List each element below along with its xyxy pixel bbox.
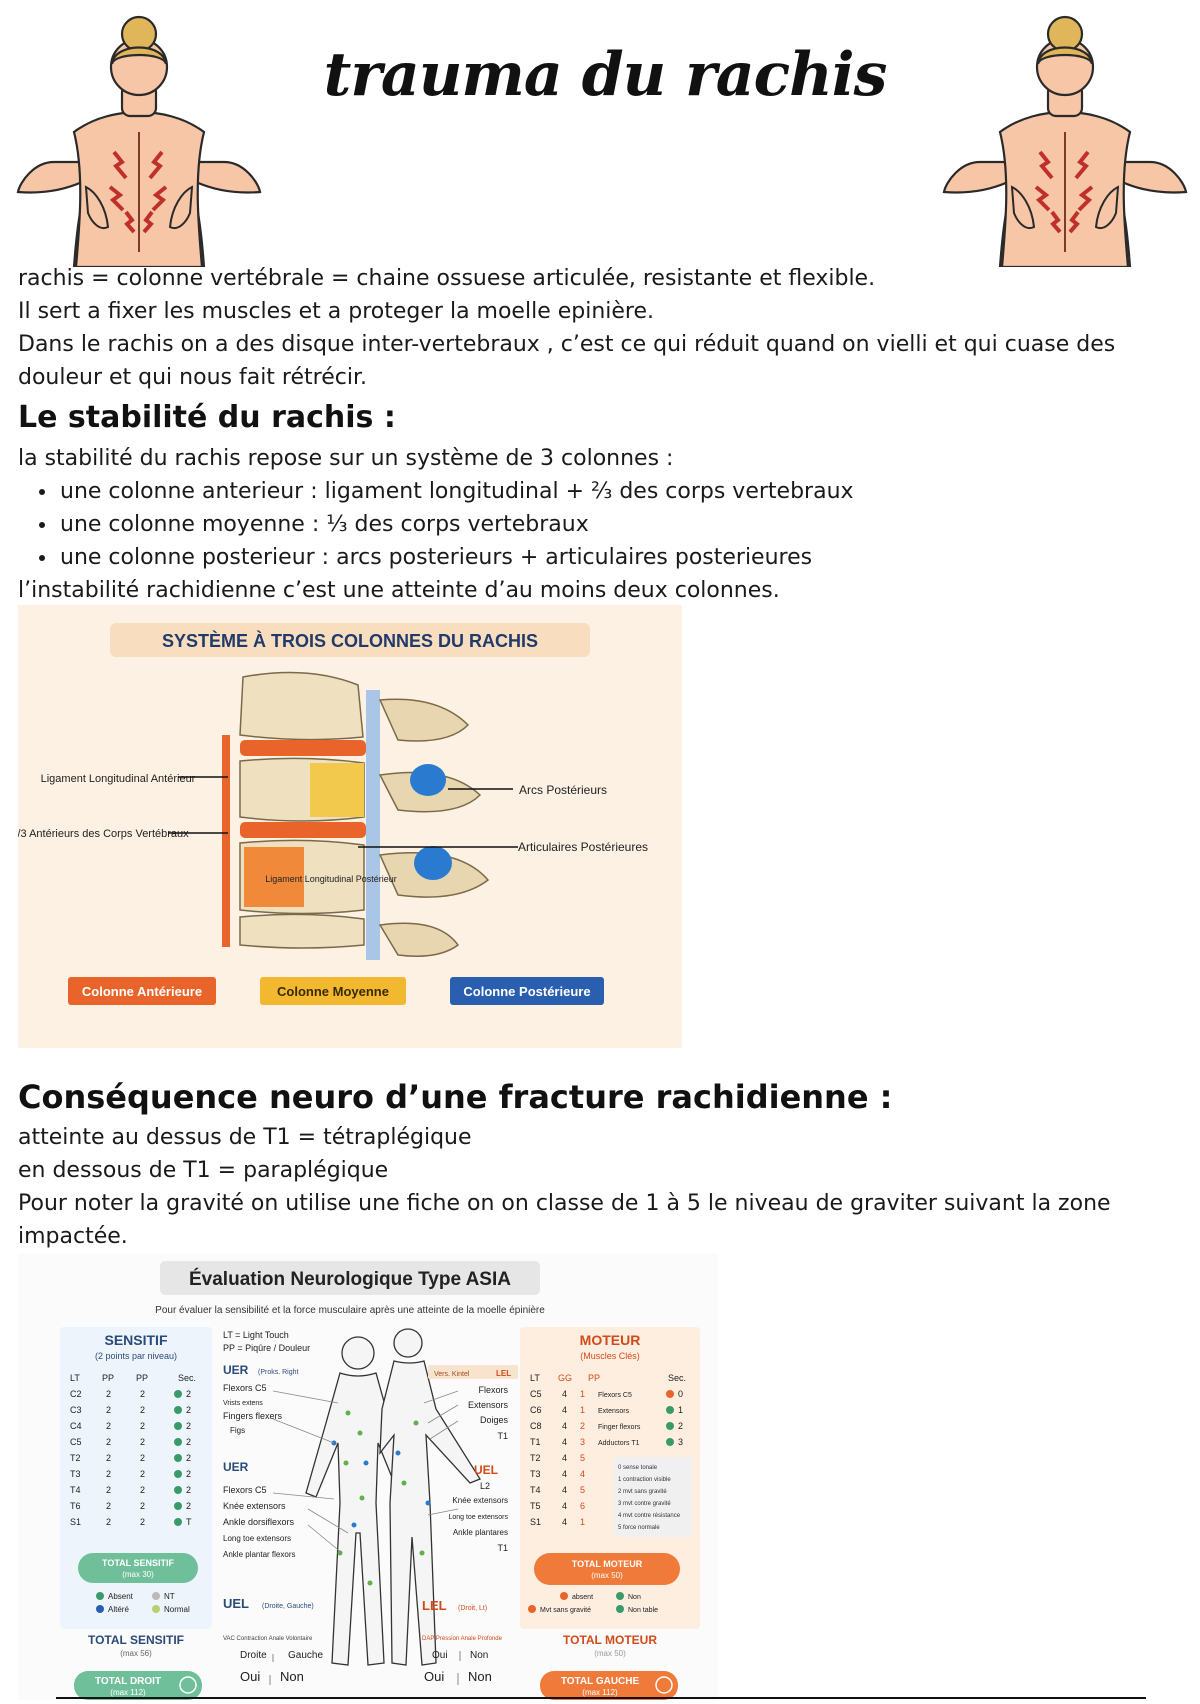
column-header: Sec. <box>178 1373 197 1383</box>
total-moteur-pill <box>534 1553 680 1585</box>
legend-dot-icon <box>152 1605 160 1613</box>
table-cell: 2 <box>140 1469 146 1479</box>
column-header: PP <box>102 1373 115 1383</box>
asia-subtitle: Pour évaluer la sensibilité et la force musculaire après une atteinte de la moelle épinière <box>155 1305 545 1316</box>
legend-label: absent <box>572 1594 594 1601</box>
muscle-label: Doiges <box>479 1415 508 1425</box>
droite-option: Droite <box>240 1650 267 1661</box>
scale-item: 2 mvt sans gravité <box>618 1489 667 1495</box>
section-heading-stabilite: Le stabilité du rachis : <box>18 400 396 435</box>
label-deux-tiers: 2/3 Antérieurs des Corps Vertébraux <box>18 828 189 840</box>
legend-label: Normal <box>164 1605 190 1614</box>
column-header: LT <box>70 1373 80 1383</box>
table-cell: T2 <box>530 1453 541 1463</box>
pill-label: TOTAL GAUCHE <box>560 1676 640 1687</box>
muscle-label: Ankle plantar flexors <box>223 1550 296 1559</box>
uer-label: UER <box>223 1363 249 1377</box>
table-cell: 6 <box>580 1501 586 1511</box>
list-item: • une colonne anterieur : ligament longitudinal + ⅔ des corps vertebraux <box>58 475 854 508</box>
table-cell: 1 <box>580 1405 586 1415</box>
legend-dot-icon <box>616 1605 624 1613</box>
table-cell: 4 <box>562 1517 568 1527</box>
status-dot-icon <box>666 1438 674 1446</box>
table-cell: 2 <box>106 1453 112 1463</box>
table-cell: 1 <box>580 1389 586 1399</box>
section1-conclusion: l’instabilité rachidienne c’est une atteinte d’au moins deux colonnes. <box>18 578 780 603</box>
muscle-label: Vrists extens <box>223 1400 263 1407</box>
table-cell: 2 <box>140 1421 146 1431</box>
back-pain-illustration-left <box>14 12 264 267</box>
table-cell: 2 <box>186 1389 192 1399</box>
legend-label: Absent <box>108 1592 133 1601</box>
muscle-label: Long toe extensors <box>448 1514 508 1521</box>
list-item: • une colonne posterieur : arcs posterieurs + articulaires posterieures <box>58 541 854 574</box>
status-dot-icon <box>174 1390 182 1398</box>
legend-dot-icon <box>152 1592 160 1600</box>
muscle-label: Ankle plantares <box>452 1528 508 1537</box>
status-dot-icon <box>174 1438 182 1446</box>
table-cell: 1 <box>580 1517 586 1527</box>
table-cell: 2 <box>140 1517 146 1527</box>
table-cell: 5 <box>580 1485 586 1495</box>
table-cell: 2 <box>106 1389 112 1399</box>
label-ligament-anterieur: Ligament Longitudinal Antérieur <box>40 773 196 785</box>
legend-label: NT <box>164 1592 175 1601</box>
uer-sublabel: (Proks. Right <box>258 1369 299 1376</box>
table-cell: C3 <box>70 1405 82 1415</box>
table-cell: Finger flexors <box>598 1424 641 1431</box>
table-cell: C4 <box>70 1421 82 1431</box>
table-cell: 2 <box>140 1437 146 1447</box>
label-arcs-posterieurs: Arcs Postérieurs <box>518 783 608 797</box>
legend-label: Colonne Antérieure <box>81 984 203 999</box>
pill-sublabel: (max 50) <box>591 1571 623 1580</box>
legend-dot-icon <box>560 1592 568 1600</box>
muscle-label: Flexors C5 <box>223 1383 267 1393</box>
table-cell: 0 <box>678 1389 684 1399</box>
section1-lead: la stabilité du rachis repose sur un système de 3 colonnes : <box>18 446 674 471</box>
column-header: PP <box>588 1373 601 1383</box>
table-cell: 2 <box>186 1469 192 1479</box>
oui-option: Oui <box>424 1669 445 1684</box>
table-cell: 2 <box>140 1501 146 1511</box>
pp-definition: PP = Piqûre / Douleur <box>223 1343 311 1353</box>
table-cell: 2 <box>140 1389 146 1399</box>
lel-label: LEL <box>422 1598 447 1613</box>
uer-label: UER <box>223 1460 249 1474</box>
table-cell: T3 <box>530 1469 541 1479</box>
legend-label: Altéré <box>108 1605 129 1614</box>
divider <box>270 1654 273 1685</box>
section2-line-1: atteinte au dessus de T1 = tétraplégique <box>18 1125 472 1150</box>
muscle-label: T1 <box>497 1543 508 1553</box>
right-top-label: Vers. Kintel <box>434 1371 470 1378</box>
table-cell: 3 <box>580 1437 586 1447</box>
table-cell: T <box>186 1517 192 1527</box>
moteur-subtitle: (Muscles Clés) <box>580 1351 640 1361</box>
table-cell: 4 <box>562 1501 568 1511</box>
sensitif-subtitle: (2 points par niveau) <box>94 1351 178 1361</box>
oui-option: Oui <box>432 1650 448 1661</box>
muscle-label: T1 <box>497 1431 508 1441</box>
section-heading-consequence: Conséquence neuro d’une fracture rachidienne : <box>18 1078 893 1116</box>
status-dot-icon <box>174 1502 182 1510</box>
page-title: trauma du rachis <box>323 40 887 110</box>
status-dot-icon <box>174 1470 182 1478</box>
column-header: LT <box>530 1373 540 1383</box>
total-sensitif-max: (max 56) <box>120 1649 152 1658</box>
muscle-label: Figs <box>230 1426 246 1435</box>
legend-label: Colonne Moyenne <box>277 984 389 999</box>
table-cell: C5 <box>70 1437 82 1447</box>
table-cell: 4 <box>562 1405 568 1415</box>
status-dot-icon <box>174 1518 182 1526</box>
pill-sublabel: (max 112) <box>582 1688 618 1697</box>
moteur-title: MOTEUR <box>579 1332 641 1348</box>
lel-short-label: LEL <box>496 1369 512 1378</box>
label-ligament-posterieur: Ligament Longitudinal Postérieur <box>265 874 397 884</box>
table-cell: 2 <box>106 1405 112 1415</box>
back-pain-illustration-right <box>940 12 1190 267</box>
non-option: Non <box>280 1669 304 1684</box>
table-cell: T4 <box>70 1485 81 1495</box>
table-cell: 2 <box>186 1421 192 1431</box>
l2-label: L2 <box>480 1481 491 1491</box>
muscle-label: Flexors C5 <box>223 1485 267 1495</box>
table-cell: 2 <box>186 1437 192 1447</box>
table-cell: T5 <box>530 1501 541 1511</box>
pill-sublabel: (max 112) <box>110 1688 146 1697</box>
table-cell: 4 <box>562 1389 568 1399</box>
table-cell: Flexors C5 <box>598 1392 632 1399</box>
non-option: Non <box>468 1669 492 1684</box>
divider <box>458 1651 460 1685</box>
muscle-label: Fingers flexers <box>223 1411 283 1421</box>
uel-label: UEL <box>474 1463 498 1477</box>
table-cell: 2 <box>186 1485 192 1495</box>
table-cell: 2 <box>580 1421 586 1431</box>
status-dot-icon <box>666 1390 674 1398</box>
pill-label: TOTAL MOTEUR <box>571 1559 643 1569</box>
pill-label: TOTAL SENSITIF <box>101 1558 175 1568</box>
scale-item: 0 sense tonale <box>618 1465 658 1471</box>
pill-label: TOTAL DROIT <box>94 1676 162 1687</box>
column-header: GG <box>558 1373 573 1383</box>
table-cell: 4 <box>562 1421 568 1431</box>
table-cell: 2 <box>106 1469 112 1479</box>
table-cell: 1 <box>678 1405 684 1415</box>
table-cell: 4 <box>562 1469 568 1479</box>
table-cell: Adductors T1 <box>598 1440 640 1447</box>
table-cell: 2 <box>106 1485 112 1495</box>
muscle-label: Long toe extensors <box>223 1534 292 1543</box>
asia-title: Évaluation Neurologique Type ASIA <box>189 1269 511 1290</box>
table-cell: S1 <box>530 1517 542 1527</box>
table-cell: 4 <box>562 1485 568 1495</box>
sensitif-title: SENSITIF <box>104 1332 168 1348</box>
muscle-label: Knée extensors <box>223 1501 286 1511</box>
table-cell: 2 <box>140 1453 146 1463</box>
legend-label: Mvt sans gravité <box>540 1607 591 1614</box>
muscle-label: Knée extensors <box>452 1496 508 1505</box>
status-dot-icon <box>174 1454 182 1462</box>
table-cell: T2 <box>70 1453 81 1463</box>
status-dot-icon <box>174 1486 182 1494</box>
table-cell: T1 <box>530 1437 541 1447</box>
dap-label: DAP Pression Anale Profonde <box>422 1636 502 1642</box>
table-cell: 2 <box>186 1453 192 1463</box>
table-cell: C6 <box>530 1405 542 1415</box>
column-header: Sec. <box>668 1373 687 1383</box>
legend-dot-icon <box>616 1592 624 1600</box>
scale-item: 5 force normale <box>618 1525 660 1531</box>
table-cell: 2 <box>140 1405 146 1415</box>
table-cell: 2 <box>678 1421 684 1431</box>
uel-sublabel: (Droite, Gauche) <box>262 1603 314 1610</box>
status-dot-icon <box>666 1422 674 1430</box>
scale-item: 3 mvt contre gravité <box>618 1501 671 1507</box>
lt-definition: LT = Light Touch <box>223 1330 289 1340</box>
column-header: PP <box>136 1373 149 1383</box>
table-cell: Extensors <box>598 1408 630 1415</box>
table-cell: 4 <box>562 1437 568 1447</box>
table-cell: C5 <box>530 1389 542 1399</box>
columns-list <box>18 475 854 574</box>
asia-evaluation-sheet <box>18 1253 718 1700</box>
table-cell: T6 <box>70 1501 81 1511</box>
legend-label: Non table <box>628 1607 658 1614</box>
muscle-label: Extensors <box>467 1400 508 1410</box>
muscle-label: Flexors <box>478 1385 508 1395</box>
table-cell: 2 <box>106 1437 112 1447</box>
table-cell: 2 <box>106 1501 112 1511</box>
intro-line-3: Dans le rachis on a des disque inter-vertebraux , c’est ce qui réduit quand on vielli et qui cuase des douleur et qui nous fait rétrécir. <box>18 332 1116 390</box>
status-dot-icon <box>666 1406 674 1414</box>
section2-line-3: Pour noter la gravité on utilise une fiche on on classe de 1 à 5 le niveau de graviter suivant la zone impactée. <box>18 1191 1111 1249</box>
table-cell: 2 <box>106 1517 112 1527</box>
table-cell: 2 <box>186 1405 192 1415</box>
table-cell: 2 <box>140 1485 146 1495</box>
table-cell: 5 <box>580 1453 586 1463</box>
lel-sublabel: (Droit, Lt) <box>458 1605 488 1612</box>
vac-label: VAC Contraction Anale Volontaire <box>223 1636 313 1642</box>
total-sensitif-label: TOTAL SENSITIF <box>87 1633 185 1647</box>
total-moteur-max: (max 50) <box>594 1649 626 1658</box>
legend-label: Non <box>628 1594 641 1601</box>
scale-item: 4 mvt contre résistance <box>618 1513 681 1519</box>
non-option: Non <box>470 1650 489 1661</box>
scale-item: 1 contraction visible <box>618 1477 671 1483</box>
diagram-title: SYSTÈME À TROIS COLONNES DU RACHIS <box>161 631 539 651</box>
total-moteur-label: TOTAL MOTEUR <box>563 1633 657 1647</box>
divider <box>56 1697 1146 1699</box>
list-item: • une colonne moyenne : ⅓ des corps vertebraux <box>58 508 854 541</box>
table-cell: C8 <box>530 1421 542 1431</box>
table-cell: C2 <box>70 1389 82 1399</box>
status-dot-icon <box>174 1422 182 1430</box>
oui-option: Oui <box>240 1669 261 1684</box>
intro-line-2: Il sert a fixer les muscles et a proteger la moelle epinière. <box>18 299 655 324</box>
intro-line-1: rachis = colonne vertébrale = chaine ossuese articulée, resistante et flexible. <box>18 266 876 291</box>
section2-line-2: en dessous de T1 = paraplégique <box>18 1158 389 1183</box>
status-dot-icon <box>174 1406 182 1414</box>
spine-illustration-icon <box>222 673 488 961</box>
table-cell: 3 <box>678 1437 684 1447</box>
table-cell: 2 <box>186 1501 192 1511</box>
table-cell: T4 <box>530 1485 541 1495</box>
three-column-spine-diagram <box>18 605 682 1048</box>
table-cell: 4 <box>562 1453 568 1463</box>
legend-dot-icon <box>528 1605 536 1613</box>
gauche-option: Gauche <box>288 1650 324 1661</box>
legend-dot-icon <box>96 1605 104 1613</box>
table-cell: T3 <box>70 1469 81 1479</box>
uel-label: UEL <box>223 1596 249 1611</box>
legend-label: Colonne Postérieure <box>463 984 591 999</box>
table-cell: 4 <box>580 1469 586 1479</box>
pill-sublabel: (max 30) <box>122 1570 154 1579</box>
muscle-label: Ankle dorsiflexors <box>223 1517 295 1527</box>
label-articulaires-posterieures: Articulaires Postérieures <box>517 840 649 854</box>
legend-dot-icon <box>96 1592 104 1600</box>
table-cell: 2 <box>106 1421 112 1431</box>
table-cell: S1 <box>70 1517 82 1527</box>
